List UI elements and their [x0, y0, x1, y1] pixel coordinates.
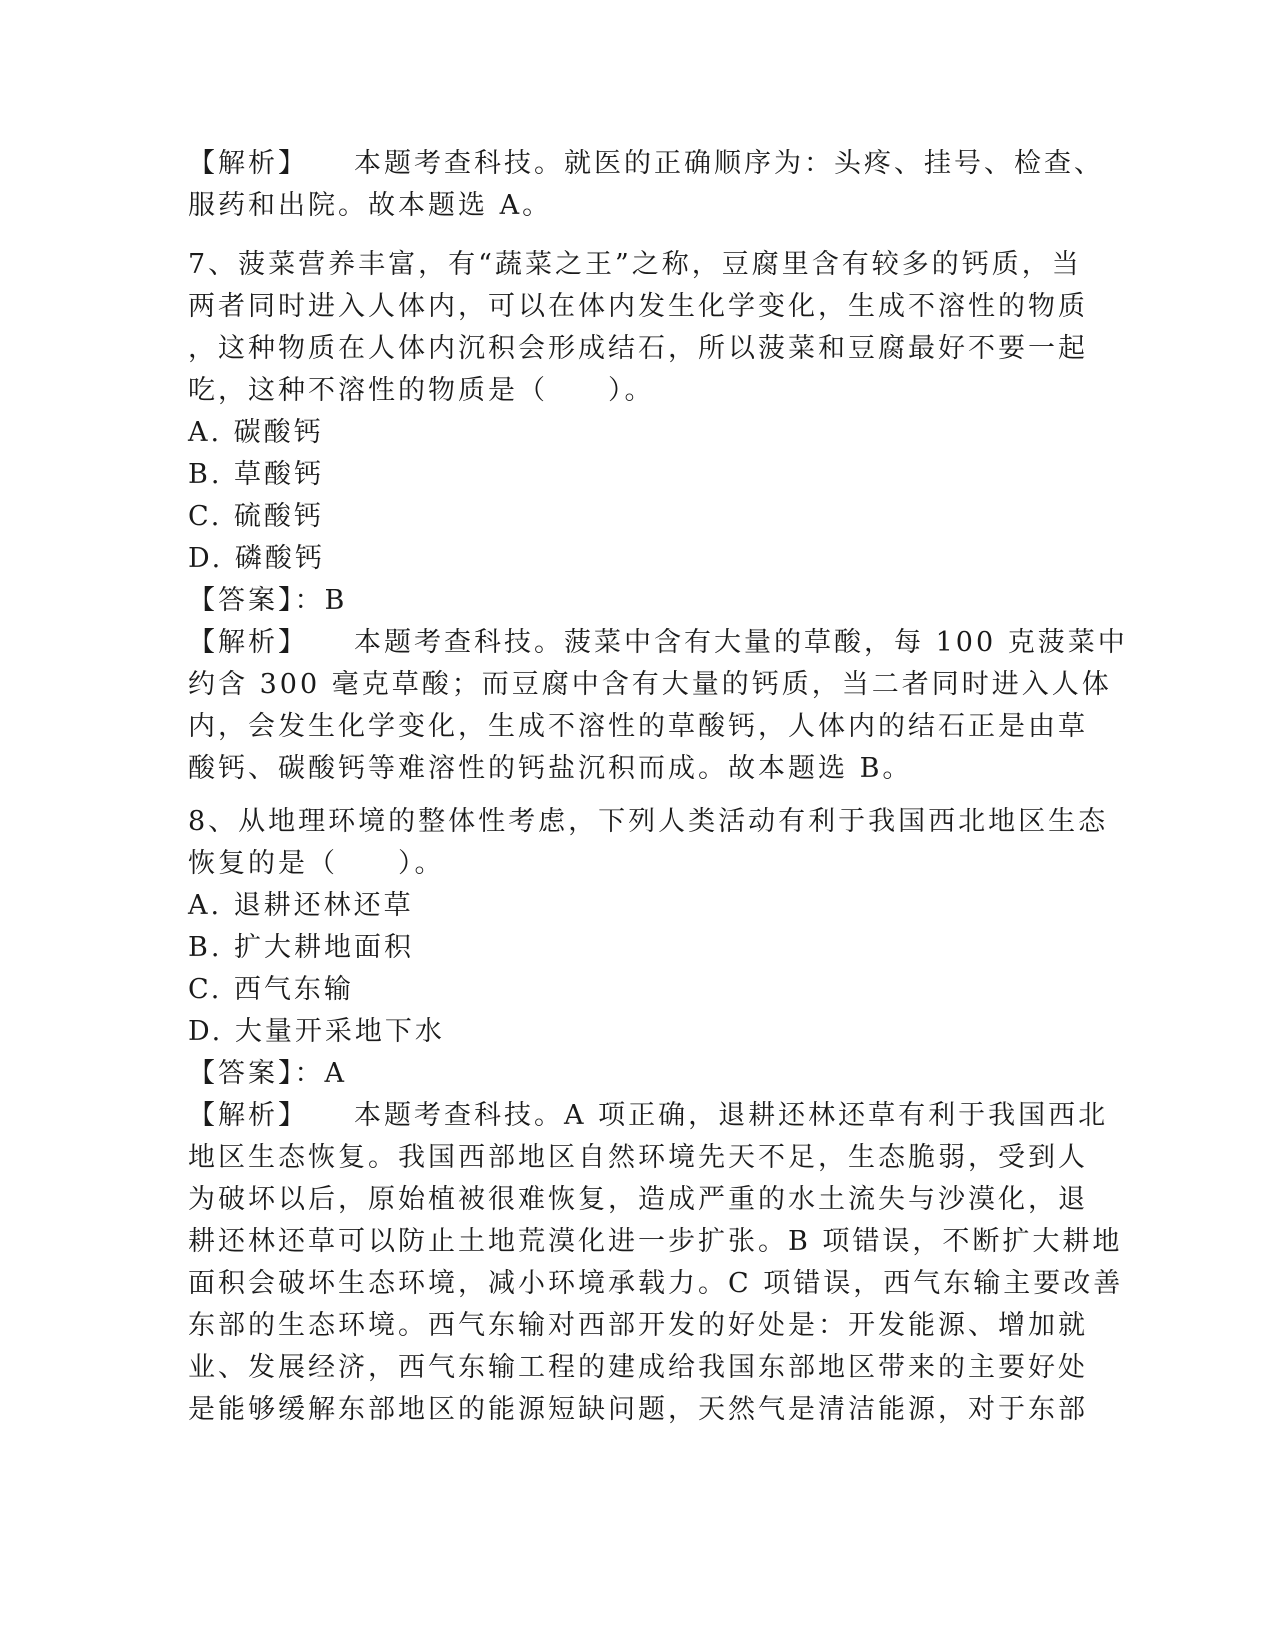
q7-option-c: C. 硫酸钙: [188, 501, 324, 532]
analysis-label: 【解析】: [188, 627, 308, 658]
q7-analysis-line: 酸钙、碳酸钙等难溶性的钙盐沉积而成。故本题选 B。: [188, 753, 913, 784]
q8-answer: 【答案】：A: [188, 1058, 347, 1089]
q8-stem-line: 8、从地理环境的整体性考虑，下列人类活动有利于我国西北地区生态: [188, 806, 1109, 837]
q8-option-d: D. 大量开采地下水: [188, 1016, 445, 1047]
q8-option-b: B. 扩大耕地面积: [188, 932, 415, 963]
analysis-text: 本题考查科技。菠菜中含有大量的草酸，每 100 克菠菜中: [354, 627, 1128, 658]
q8-stem-line: 恢复的是（ ）。: [188, 848, 445, 879]
q7-stem-line: ，这种物质在人体内沉积会形成结石，所以菠菜和豆腐最好不要一起: [188, 333, 1088, 364]
q7-stem-line: 吃，这种不溶性的物质是（ ）。: [188, 375, 655, 406]
q7-analysis-line-1: [188, 622, 1128, 664]
q7-answer: 【答案】：B: [188, 585, 348, 616]
q8-option-c: C. 西气东输: [188, 974, 354, 1005]
q7-option-b: B. 草酸钙: [188, 459, 325, 490]
q7-option-a: A. 碳酸钙: [188, 417, 324, 448]
prev-analysis-line-1: [188, 143, 1104, 185]
q7-analysis-line: 内，会发生化学变化，生成不溶性的草酸钙，人体内的结石正是由草: [188, 711, 1088, 742]
analysis-label: 【解析】: [188, 1100, 308, 1131]
prev-analysis-line-2: 服药和出院。故本题选 A。: [188, 190, 553, 221]
analysis-text: 本题考查科技。就医的正确顺序为：头疼、挂号、检查、: [354, 148, 1104, 179]
question-7: [188, 244, 1128, 790]
q8-analysis-line-1: [188, 1095, 1109, 1137]
q8-analysis-line: 地区生态恢复。我国西部地区自然环境先天不足，生态脆弱，受到人: [188, 1142, 1088, 1173]
q8-analysis-line: 耕还林还草可以防止土地荒漠化进一步扩张。B 项错误，不断扩大耕地: [188, 1226, 1123, 1257]
q7-option-d: D. 磷酸钙: [188, 543, 325, 574]
q7-stem-line: 两者同时进入人体内，可以在体内发生化学变化，生成不溶性的物质: [188, 291, 1088, 322]
question-8: [188, 801, 1124, 1431]
q8-analysis-line: 面积会破坏生态环境，减小环境承载力。C 项错误，西气东输主要改善: [188, 1268, 1124, 1299]
q8-analysis-line: 是能够缓解东部地区的能源短缺问题，天然气是清洁能源，对于东部: [188, 1394, 1088, 1425]
q8-option-a: A. 退耕还林还草: [188, 890, 414, 921]
analysis-text: 本题考查科技。A 项正确，退耕还林还草有利于我国西北: [354, 1100, 1109, 1131]
q8-analysis-line: 业、发展经济，西气东输工程的建成给我国东部地区带来的主要好处: [188, 1352, 1088, 1383]
q7-analysis-line: 约含 300 毫克草酸；而豆腐中含有大量的钙质，当二者同时进入人体: [188, 669, 1112, 700]
prev-analysis: [188, 143, 1104, 227]
analysis-label: 【解析】: [188, 148, 308, 179]
q8-analysis-line: 东部的生态环境。西气东输对西部开发的好处是：开发能源、增加就: [188, 1310, 1088, 1341]
q8-analysis-line: 为破坏以后，原始植被很难恢复，造成严重的水土流失与沙漠化，退: [188, 1184, 1088, 1215]
q7-stem-line: 7、菠菜营养丰富，有“蔬菜之王”之称，豆腐里含有较多的钙质，当: [188, 249, 1082, 280]
